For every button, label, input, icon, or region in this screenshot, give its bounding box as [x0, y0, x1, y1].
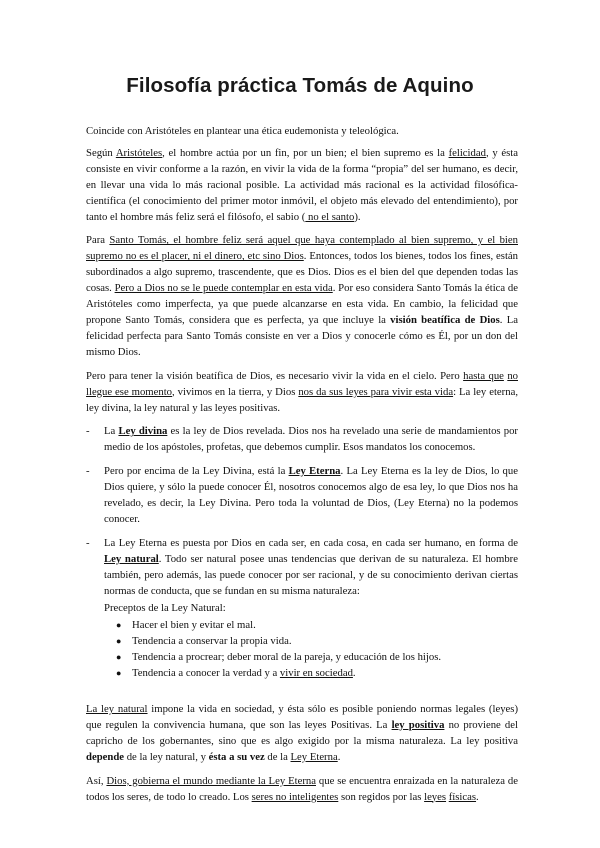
- document-body: [86, 124, 518, 813]
- underlined-phrase: no llegue ese momento: [86, 369, 518, 398]
- precept-item: ● Hacer el bien y evitar el mal.: [116, 618, 518, 634]
- underlined-term: no el santo: [305, 210, 355, 223]
- paragraph-ley-positiva: La ley natural impone la vida en sociedad, y ésta sólo es posible poniendo normas legales (leyes) que regulen la convivencia humana, que son las leyes Positivas. La ley positiva no proviene del capricho de los gobernantes, sino que es algo exigido por la misma naturaleza. La ley positiva depende de la ley natural, y ésta a su vez de la Ley Eterna.: [86, 703, 518, 763]
- underlined-phrase: Santo Tomás, el hombre feliz será aquel que haya contemplado al bien supremo, y el bien supremo no es el placer, ni el dinero, etc sino Dios: [86, 234, 518, 263]
- intro-paragraph: Coincide con Aristóteles en plantear una ética eudemonista y teleológica.: [86, 125, 399, 137]
- bullet-icon: ●: [116, 652, 122, 663]
- underlined-phrase: seres no inteligentes: [251, 790, 339, 803]
- paragraph-leyes-intro: Pero para tener la visión beatífica de Dios, es necesario vivir la vida en el cielo. Pero hasta que no llegue ese momento, vivimos en la tierra, y Dios nos da sus leyes para vivir esta vida: La ley eterna, ley divina, la ley natural y las leyes positivas.: [86, 369, 518, 414]
- spacer: [86, 692, 518, 702]
- precept-item: ● Tendencia a conocer la verdad y a vivir en sociedad.: [116, 666, 518, 682]
- bold-underlined-term: Ley natural: [104, 552, 159, 565]
- underlined-phrase: Pero a Dios no se le puede contemplar en esta vida: [114, 282, 333, 295]
- precept-item: ● Tendencia a procrear; deber moral de la pareja, y educación de los hijos.: [116, 650, 518, 666]
- underlined-phrase: hasta que: [463, 369, 504, 382]
- precepts-label: Preceptos de la Ley Natural:: [104, 602, 226, 615]
- bold-term: visión beatífica de Dios: [390, 313, 500, 326]
- bold-underlined-term: Ley Eterna: [288, 465, 341, 478]
- underlined-term: Aristóteles: [115, 146, 163, 159]
- precept-item: ● Tendencia a conservar la propia vida.: [116, 634, 518, 650]
- paragraph-gobierno: Así, Dios, gobierna el mundo mediante la Ley Eterna que se encuentra enraizada en la naturaleza de todos los seres, de todo lo creado. Los seres no inteligentes son regidos por las leyes físicas.: [86, 774, 518, 803]
- list-item-ley-eterna: - Pero por encima de la Ley Divina, está la Ley Eterna. La Ley Eterna es la ley de Dios, lo que Dios quiere, y sólo la puede conocer Él, nosotros conocemos algo de esa ley, lo que Dios nos ha revelado, es decir, la Ley Divina. Pero toda la voluntad de Dios, (Ley Eterna) no la podemos conocer.: [86, 465, 518, 525]
- precepts-list: [104, 618, 518, 682]
- paragraph-santo-tomas: Para Santo Tomás, el hombre feliz será aquel que haya contemplado al bien supremo, y el bien supremo no es el placer, ni el dinero, etc sino Dios. Entonces, todos los bienes, todos los fines, están subordinados a algo supremo, trascendente, que es Dios. Dios es el bien del que dependen todas las cosas. Pero a Dios no se le puede contemplar en esta vida. Por eso considera Santo Tomás la ética de Aristóteles como imperfecta, ya que puede alcanzarse en esta vida. En cambio, la felicidad que propone Santo Tomás, considera que es perfecta, ya que incluye la visión beatífica de Dios. La felicidad perfecta para Santo Tomás consiste en ver a Dios y conocerle cómo es Él, por un don del mismo Dios.: [86, 234, 518, 358]
- underlined-phrase: vivir en sociedad: [279, 667, 353, 680]
- underlined-phrase: nos da sus leyes para vivir esta vida: [298, 385, 454, 398]
- underlined-phrase: Ley Eterna: [290, 750, 338, 763]
- laws-list: [86, 424, 518, 682]
- bold-underlined-term: ley positiva: [391, 718, 445, 731]
- bullet-icon: ●: [116, 620, 122, 631]
- document-title: Filosofía práctica Tomás de Aquino: [126, 74, 474, 97]
- bold-term: depende: [86, 750, 125, 763]
- underlined-phrase: Dios, gobierna el mundo mediante la Ley Eterna: [106, 774, 316, 787]
- underlined-term: felicidad: [448, 146, 486, 159]
- list-item-ley-natural: - La Ley Eterna es puesta por Dios en cada ser, en cada cosa, en cada ser humano, en forma de Ley natural. Todo ser natural posee unas tendencias que derivan de su naturaleza. El hombre también, pero además, las puede conocer por ser racional, y de su conocimiento derivan ciertas normas de conducta, que se fundan en su misma naturaleza: Preceptos de la Ley Natural: ● Hacer el bien y evitar el mal. ● Tendencia a conservar la propia vida. ● Tendencia a procrear; deber moral de la pareja, y educación de los hijos. ● Tendencia a conocer la verdad y a vivir en sociedad.: [86, 536, 518, 682]
- underlined-phrase: La ley natural: [86, 703, 148, 715]
- bullet-icon: ●: [116, 636, 122, 647]
- bold-underlined-term: Ley divina: [118, 425, 168, 438]
- list-item-ley-divina: - La Ley divina es la ley de Dios revelada. Dios nos ha revelado una serie de mandamientos por medio de los apóstoles, profetas, que debemos cumplir. Esos mandatos los conocemos.: [86, 425, 518, 454]
- bold-term: ésta a su vez: [208, 750, 265, 763]
- bullet-icon: ●: [116, 668, 122, 679]
- underlined-phrase: físicas: [448, 790, 477, 803]
- underlined-phrase: leyes: [424, 790, 447, 803]
- paragraph-aristoteles: Según Aristóteles, el hombre actúa por un fin, por un bien; el bien supremo es la felicidad, y ésta consiste en vivir conforme a la razón, en vivir la vida de la forma “propia” del ser humano, es decir, en llevar una vida lo más racional posible. La actividad más racional es la actividad filosófica-científica (el conocimiento del primer motor inmóvil, el objeto más elevado del entendimiento), por tanto el hombre más feliz será el filósofo, el sabio ( no el santo).: [86, 146, 518, 223]
